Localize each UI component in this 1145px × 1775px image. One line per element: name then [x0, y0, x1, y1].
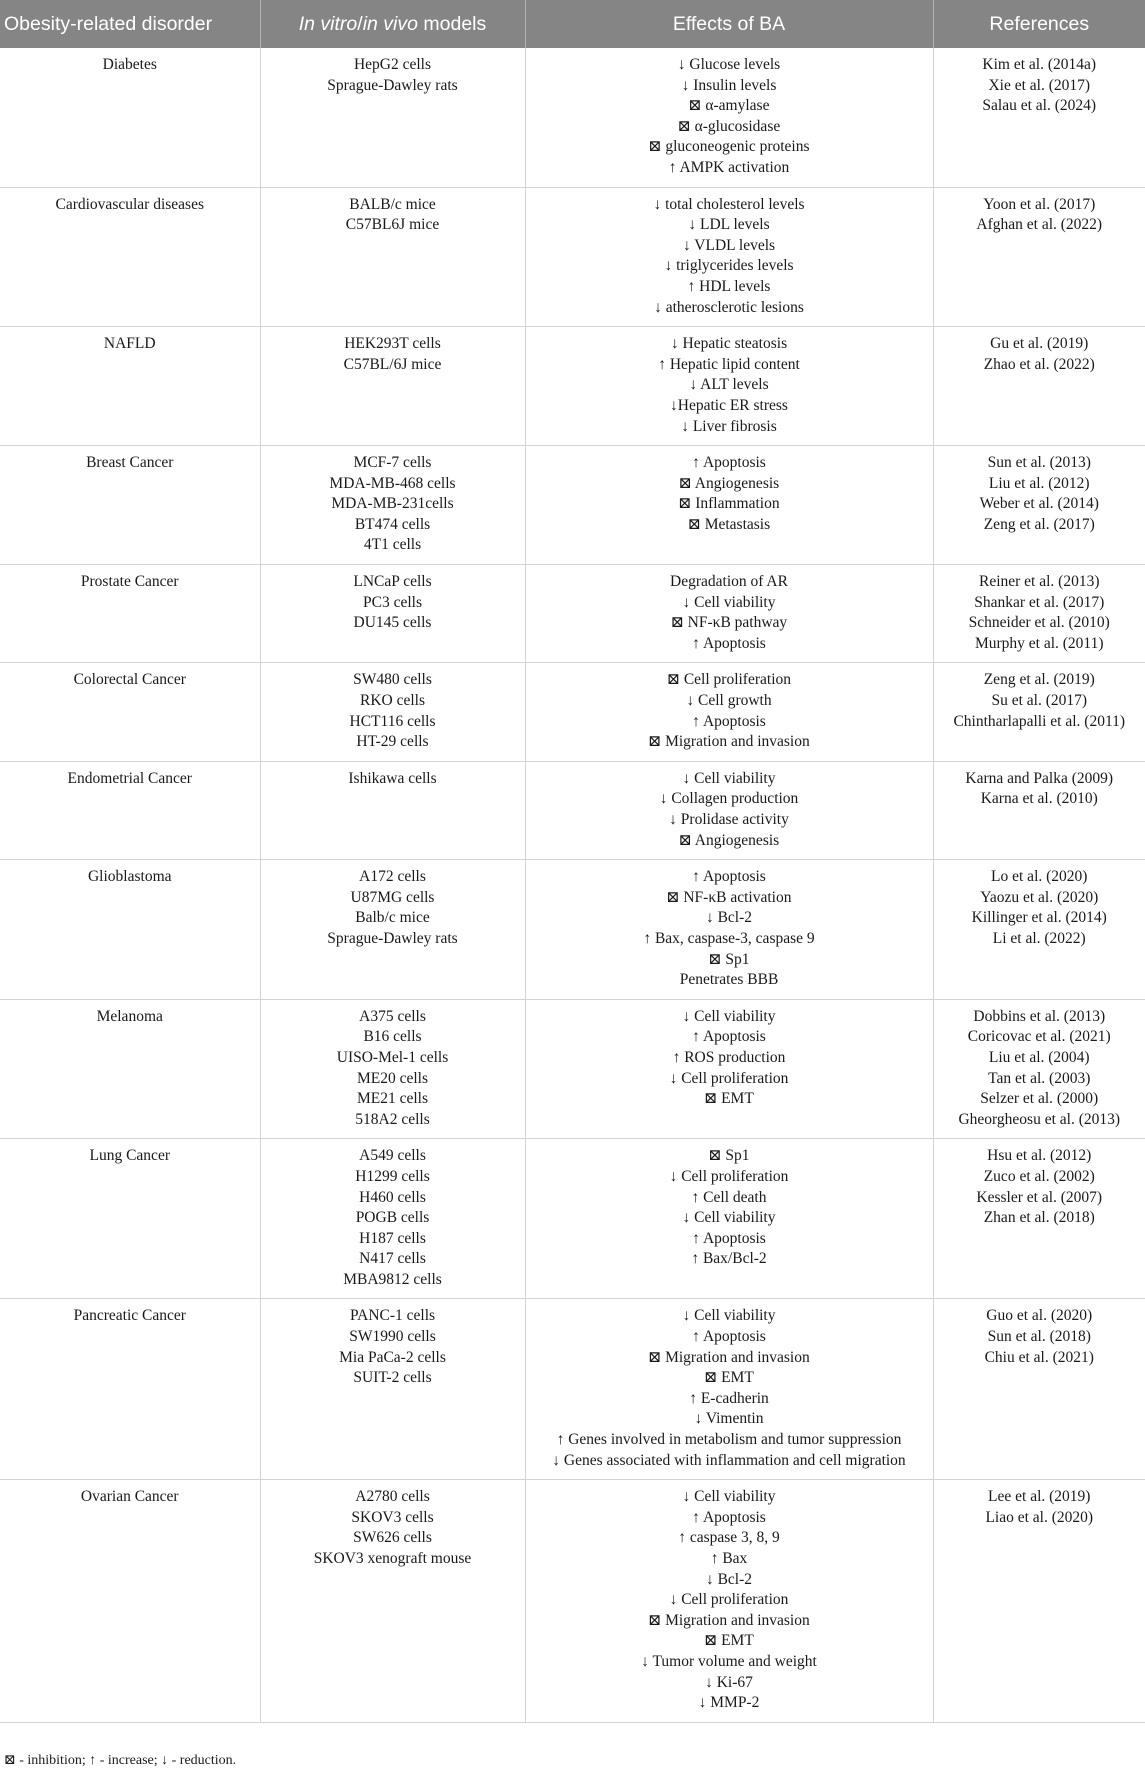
effect-line: ⊠ α-glucosidase	[677, 117, 781, 135]
cell-models	[260, 187, 525, 327]
table-row	[0, 1139, 1145, 1299]
effect-line: ↑ Genes involved in metabolism and tumor suppression	[556, 1431, 902, 1449]
table-row	[0, 1480, 1145, 1723]
model-line: 4T1 cells	[363, 536, 422, 554]
effect-line: ↑ HDL levels	[687, 277, 771, 295]
model-line: UISO-Mel-1 cells	[336, 1048, 449, 1066]
header-models-suffix: models	[417, 12, 487, 35]
table-row	[0, 999, 1145, 1139]
model-line: HT-29 cells	[356, 733, 429, 751]
reference-line: Sun et al. (2013)	[987, 454, 1091, 472]
effect-line: ⊠ NF-κB activation	[666, 888, 792, 906]
cell-effects	[525, 860, 933, 1000]
model-line: PC3 cells	[363, 593, 422, 611]
reference-line: Murphy et al. (2011)	[974, 634, 1104, 652]
cell-effects	[525, 663, 933, 761]
effect-line: ⊠ NF-κB pathway	[670, 614, 788, 632]
model-line: PANC-1 cells	[349, 1307, 436, 1325]
effect-line: ↓ Tumor volume and weight	[641, 1652, 817, 1670]
cell-references	[933, 446, 1145, 565]
cell-models	[260, 860, 525, 1000]
cell-models	[260, 327, 525, 446]
effect-line: ↓ Cell viability	[682, 593, 776, 611]
header-effects: Effects of BA	[525, 0, 933, 48]
effect-line: ↑ Apoptosis	[692, 1028, 766, 1046]
cell-disorder: NAFLD	[0, 327, 260, 446]
cell-disorder: Ovarian Cancer	[0, 1480, 260, 1723]
effect-line: ↑ Hepatic lipid content	[658, 355, 800, 373]
model-line: Ishikawa cells	[348, 769, 437, 787]
cell-effects	[525, 1480, 933, 1723]
cell-models	[260, 1480, 525, 1723]
effect-line: ⊠ EMT	[704, 1090, 754, 1108]
effect-line: ↓Hepatic ER stress	[670, 396, 788, 414]
cell-disorder: Lung Cancer	[0, 1139, 260, 1299]
table-body	[0, 48, 1145, 1722]
reference-line: Zuco et al. (2002)	[983, 1167, 1095, 1185]
cell-effects	[525, 565, 933, 663]
model-line: BALB/c mice	[349, 195, 436, 213]
effect-line: ↓ Cell proliferation	[669, 1591, 789, 1609]
effect-line: Degradation of AR	[670, 573, 788, 591]
effect-line: ↓ Genes associated with inflammation and cell migration	[552, 1451, 906, 1469]
effect-line: ↑ AMPK activation	[668, 158, 790, 176]
reference-line: Dobbins et al. (2013)	[973, 1007, 1106, 1025]
effect-line: ↑ E-cadherin	[689, 1389, 769, 1407]
effect-line: ⊠ Angiogenesis	[678, 474, 780, 492]
cell-disorder: Glioblastoma	[0, 860, 260, 1000]
cell-models	[260, 999, 525, 1139]
reference-line: Lee et al. (2019)	[988, 1488, 1091, 1506]
cell-references	[933, 999, 1145, 1139]
model-line: Balb/c mice	[355, 909, 430, 927]
effect-line: ↓ Glucose levels	[677, 56, 781, 73]
model-line: MCF-7 cells	[353, 454, 432, 472]
reference-line: Coricovac et al. (2021)	[967, 1028, 1111, 1046]
effect-line: ⊠ Metastasis	[687, 515, 771, 533]
cell-models	[260, 565, 525, 663]
effect-line: Penetrates BBB	[679, 971, 779, 989]
effect-line: ↓ Cell proliferation	[669, 1167, 789, 1185]
effect-line: ↑ Apoptosis	[692, 634, 766, 652]
cell-references	[933, 663, 1145, 761]
model-line: H460 cells	[359, 1188, 426, 1206]
table-footnote: ⊠ - inhibition; ↑ - increase; ↓ - reduction.	[4, 1753, 237, 1768]
effect-line: ↓ Hepatic steatosis	[670, 335, 788, 353]
model-line: H187 cells	[359, 1229, 426, 1247]
table-row	[0, 187, 1145, 327]
cell-disorder: Endometrial Cancer	[0, 761, 260, 859]
cell-disorder: Melanoma	[0, 999, 260, 1139]
cell-disorder: Diabetes	[0, 48, 260, 187]
effect-line: ↑ Apoptosis	[692, 454, 766, 472]
reference-line: Liu et al. (2004)	[988, 1048, 1090, 1066]
effect-line: ⊠ Sp1	[708, 1147, 750, 1165]
reference-line: Gheorgheosu et al. (2013)	[958, 1110, 1121, 1128]
reference-line: Zeng et al. (2019)	[983, 671, 1095, 689]
cell-references	[933, 327, 1145, 446]
model-line: SW1990 cells	[349, 1328, 436, 1346]
reference-line: Chiu et al. (2021)	[984, 1348, 1094, 1366]
reference-line: Tan et al. (2003)	[988, 1069, 1091, 1087]
reference-line: Kim et al. (2014a)	[982, 56, 1097, 73]
reference-line: Sun et al. (2018)	[987, 1328, 1091, 1346]
cell-effects	[525, 48, 933, 187]
header-models	[260, 0, 525, 48]
reference-line: Lo et al. (2020)	[991, 868, 1088, 886]
effect-line: ⊠ EMT	[704, 1369, 754, 1387]
reference-line: Liao et al. (2020)	[985, 1508, 1094, 1526]
effect-line: ↑ Apoptosis	[692, 712, 766, 730]
model-line: ME21 cells	[356, 1090, 429, 1108]
effect-line: ↓ Cell growth	[686, 692, 772, 710]
reference-line: Schneider et al. (2010)	[968, 614, 1110, 632]
table-row	[0, 48, 1145, 187]
reference-line: Hsu et al. (2012)	[987, 1147, 1092, 1165]
cell-models	[260, 1299, 525, 1480]
model-line: HepG2 cells	[353, 56, 432, 73]
model-line: A375 cells	[359, 1007, 426, 1025]
cell-models	[260, 446, 525, 565]
model-line: C57BL/6J mice	[343, 355, 442, 373]
model-line: BT474 cells	[354, 515, 431, 533]
reference-line: Zhan et al. (2018)	[983, 1209, 1095, 1227]
model-line: A172 cells	[359, 868, 426, 886]
cell-references	[933, 1299, 1145, 1480]
effect-line: ⊠ Migration and invasion	[648, 733, 810, 751]
cell-references	[933, 1480, 1145, 1723]
effect-line: ↓ Cell viability	[682, 1007, 776, 1025]
effect-line: ↓ ALT levels	[689, 376, 769, 394]
reference-line: Li et al. (2022)	[992, 929, 1086, 947]
reference-line: Karna and Palka (2009)	[965, 769, 1114, 787]
model-line: SKOV3 xenograft mouse	[313, 1550, 472, 1567]
effect-line: ↓ Ki-67	[705, 1673, 753, 1691]
header-models-invitro: In vitro	[298, 12, 358, 35]
model-line: C57BL6J mice	[345, 216, 440, 234]
effect-line: ⊠ Angiogenesis	[678, 831, 780, 849]
header-row	[0, 0, 1145, 48]
reference-line: Yoon et al. (2017)	[983, 195, 1096, 213]
cell-effects	[525, 187, 933, 327]
model-line: MDA-MB-468 cells	[329, 474, 456, 492]
reference-line: Gu et al. (2019)	[990, 335, 1089, 353]
model-line: POGB cells	[355, 1209, 430, 1227]
model-line: SW626 cells	[353, 1529, 432, 1547]
header-models-sep: /	[357, 12, 363, 35]
effect-line: ↓ atherosclerotic lesions	[654, 298, 804, 316]
cell-effects	[525, 761, 933, 859]
model-line: Sprague-Dawley rats	[327, 76, 458, 94]
effect-line: ↓ Cell viability	[682, 769, 776, 787]
effect-line: ⊠ Sp1	[708, 950, 750, 968]
table-row	[0, 761, 1145, 859]
model-line: U87MG cells	[350, 888, 435, 906]
reference-line: Liu et al. (2012)	[988, 474, 1090, 492]
table-row	[0, 860, 1145, 1000]
model-line: 518A2 cells	[355, 1110, 430, 1128]
reference-line: Zeng et al. (2017)	[983, 515, 1095, 533]
cell-models	[260, 1139, 525, 1299]
model-line: MBA9812 cells	[343, 1270, 442, 1288]
reference-line: Yaozu et al. (2020)	[980, 888, 1099, 906]
effect-line: ↓ LDL levels	[688, 216, 770, 234]
effect-line: ↓ Cell proliferation	[669, 1069, 789, 1087]
model-line: LNCaP cells	[353, 573, 432, 591]
cell-models	[260, 663, 525, 761]
reference-line: Shankar et al. (2017)	[974, 593, 1105, 611]
reference-line: Karna et al. (2010)	[980, 790, 1098, 808]
effect-line: ⊠ Inflammation	[678, 495, 780, 513]
table-row	[0, 565, 1145, 663]
model-line: MDA-MB-231cells	[331, 495, 454, 513]
model-line: B16 cells	[363, 1028, 422, 1046]
reference-line: Afghan et al. (2022)	[976, 216, 1103, 234]
model-line: A549 cells	[359, 1147, 426, 1165]
effect-line: ↓ Cell viability	[682, 1307, 776, 1325]
model-line: ME20 cells	[356, 1069, 429, 1087]
effect-line: ↑ Bax, caspase-3, caspase 9	[643, 929, 815, 947]
cell-disorder: Prostate Cancer	[0, 565, 260, 663]
cell-models	[260, 48, 525, 187]
effect-line: ↓ Prolidase activity	[669, 811, 789, 828]
model-line: Sprague-Dawley rats	[327, 929, 458, 947]
model-line: H1299 cells	[355, 1167, 430, 1185]
model-line: HCT116 cells	[349, 712, 436, 730]
cell-references	[933, 565, 1145, 663]
table-row	[0, 446, 1145, 565]
effect-line: ↑ Apoptosis	[692, 1508, 766, 1526]
header-models-invivo: in vivo	[362, 12, 418, 35]
effect-line: ↑ Bax	[710, 1550, 748, 1567]
cell-effects	[525, 1299, 933, 1480]
reference-line: Killinger et al. (2014)	[971, 909, 1107, 927]
cell-disorder: Colorectal Cancer	[0, 663, 260, 761]
effect-line: ↓ VLDL levels	[682, 236, 776, 254]
cell-models	[260, 761, 525, 859]
model-line: SKOV3 cells	[351, 1508, 434, 1526]
effect-line: ↑ caspase 3, 8, 9	[678, 1529, 780, 1547]
reference-line: Guo et al. (2020)	[986, 1307, 1093, 1325]
effect-line: ↓ Cell viability	[682, 1488, 776, 1506]
cell-effects	[525, 446, 933, 565]
model-line: Mia PaCa-2 cells	[339, 1348, 446, 1366]
effect-line: ↑ Cell death	[691, 1188, 767, 1206]
reference-line: Reiner et al. (2013)	[978, 573, 1100, 591]
cell-references	[933, 761, 1145, 859]
reference-line: Zhao et al. (2022)	[983, 355, 1095, 373]
effect-line: ↑ Apoptosis	[692, 1328, 766, 1346]
cell-disorder: Pancreatic Cancer	[0, 1299, 260, 1480]
effect-line: ↓ total cholesterol levels	[653, 195, 805, 213]
model-line: HEK293T cells	[344, 335, 441, 353]
effect-line: ⊠ Migration and invasion	[648, 1348, 810, 1366]
effect-line: ↓ Collagen production	[659, 790, 799, 808]
effect-line: ↓ Vimentin	[694, 1410, 764, 1428]
reference-line: Selzer et al. (2000)	[980, 1090, 1099, 1108]
cell-references	[933, 1139, 1145, 1299]
header-references: References	[933, 0, 1145, 48]
reference-line: Salau et al. (2024)	[982, 97, 1097, 115]
effect-line: ↓ Bcl-2	[705, 1570, 753, 1588]
table-row	[0, 663, 1145, 761]
cell-disorder: Cardiovascular diseases	[0, 187, 260, 327]
effect-line: ↓ Bcl-2	[705, 909, 753, 927]
cell-effects	[525, 1139, 933, 1299]
cell-references	[933, 860, 1145, 1000]
header-disorder: Obesity-related disorder	[0, 0, 260, 48]
effect-line: ↓ Cell viability	[682, 1209, 776, 1227]
model-line: N417 cells	[359, 1250, 426, 1268]
cell-disorder: Breast Cancer	[0, 446, 260, 565]
cell-references	[933, 187, 1145, 327]
effect-line: ⊠ gluconeogenic proteins	[648, 138, 810, 156]
model-line: DU145 cells	[353, 614, 432, 632]
effect-line: ↓ Liver fibrosis	[681, 417, 777, 435]
effect-line: ↓ triglycerides levels	[664, 257, 794, 275]
effect-line: ⊠ EMT	[704, 1632, 754, 1650]
effect-line: ↑ Apoptosis	[692, 868, 766, 886]
effect-line: ⊠ Cell proliferation	[666, 671, 792, 689]
table-row	[0, 1299, 1145, 1480]
cell-effects	[525, 999, 933, 1139]
effect-line: ↓ MMP-2	[698, 1694, 760, 1712]
effect-line: ↓ Insulin levels	[681, 76, 777, 94]
table-row	[0, 327, 1145, 446]
effect-line: ↑ Apoptosis	[692, 1229, 766, 1247]
reference-line: Su et al. (2017)	[991, 692, 1088, 710]
cell-effects	[525, 327, 933, 446]
reference-line: Xie et al. (2017)	[988, 76, 1091, 94]
model-line: SW480 cells	[353, 671, 432, 689]
model-line: A2780 cells	[355, 1488, 430, 1506]
effect-line: ↑ ROS production	[672, 1048, 786, 1066]
table-header	[0, 0, 1145, 48]
reference-line: Weber et al. (2014)	[979, 495, 1099, 513]
model-line: SUIT-2 cells	[353, 1369, 432, 1387]
effect-line: ↑ Bax/Bcl-2	[691, 1250, 767, 1268]
cell-references	[933, 48, 1145, 187]
reference-line: Kessler et al. (2007)	[976, 1188, 1103, 1206]
effect-line: ⊠ Migration and invasion	[648, 1611, 810, 1629]
effect-line: ⊠ α-amylase	[688, 97, 770, 115]
model-line: RKO cells	[359, 692, 425, 710]
reference-line: Chintharlapalli et al. (2011)	[953, 712, 1126, 730]
